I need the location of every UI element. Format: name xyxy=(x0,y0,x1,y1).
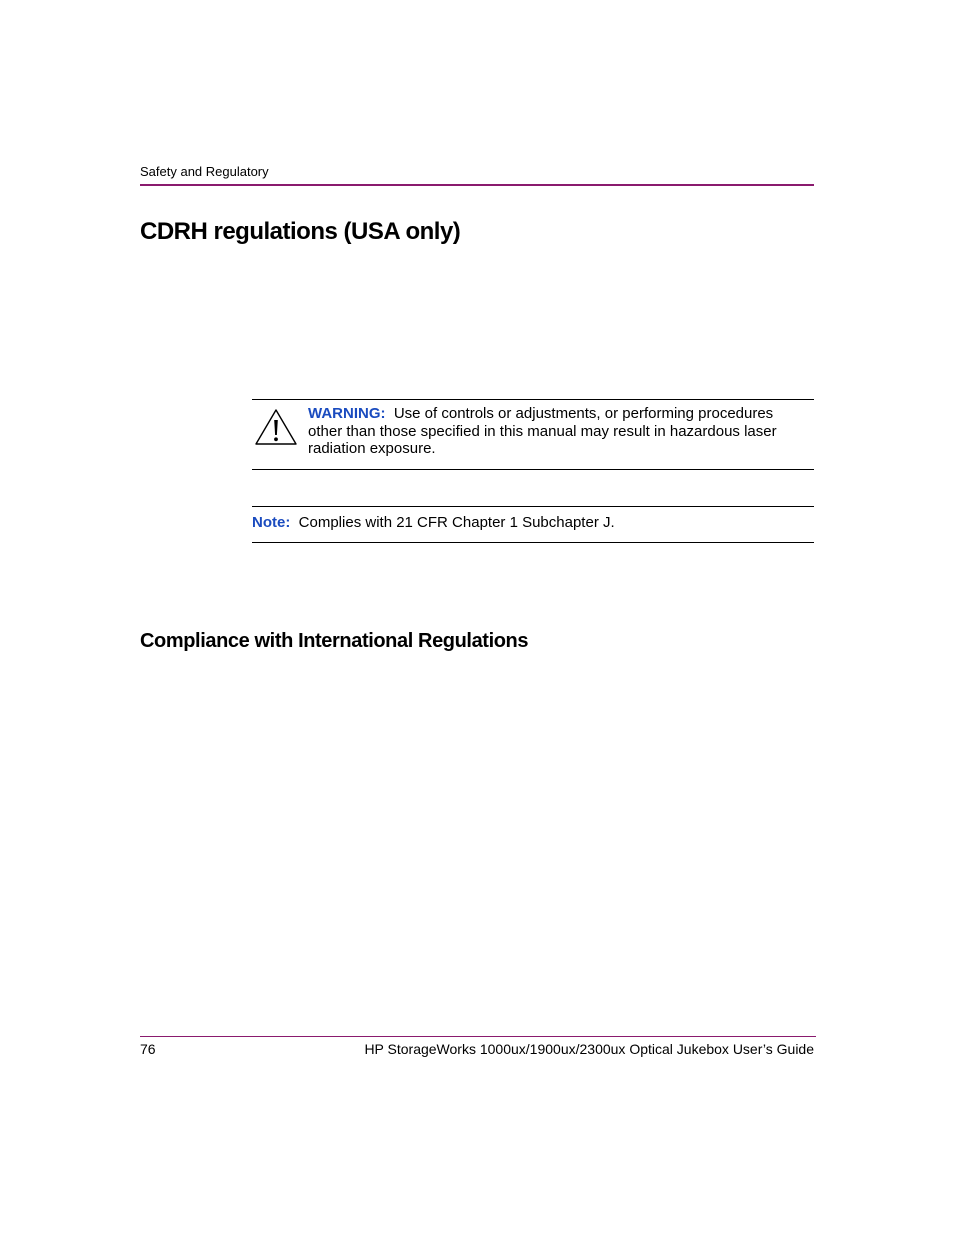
document-title: HP StorageWorks 1000ux/1900ux/2300ux Optical Jukebox User’s Guide xyxy=(364,1041,814,1057)
note-callout xyxy=(252,506,814,543)
warning-body: Use of controls or adjustments, or performing procedures other than those specified in this manual may result in hazardous laser radiation exposure. xyxy=(308,405,777,457)
section-title: CDRH regulations (USA only) xyxy=(140,218,461,245)
warning-text xyxy=(308,405,808,458)
running-head: Safety and Regulatory xyxy=(140,164,269,179)
warning-triangle-icon xyxy=(254,408,298,446)
note-text xyxy=(252,514,615,532)
header-rule xyxy=(140,184,814,186)
warning-callout xyxy=(252,399,814,470)
subsection-title: Compliance with International Regulations xyxy=(140,630,529,652)
note-label: Note: xyxy=(252,514,291,531)
page-number: 76 xyxy=(140,1041,156,1057)
note-body: Complies with 21 CFR Chapter 1 Subchapter J. xyxy=(298,514,615,531)
warning-label: WARNING: xyxy=(308,405,386,422)
footer-rule xyxy=(140,1036,816,1037)
